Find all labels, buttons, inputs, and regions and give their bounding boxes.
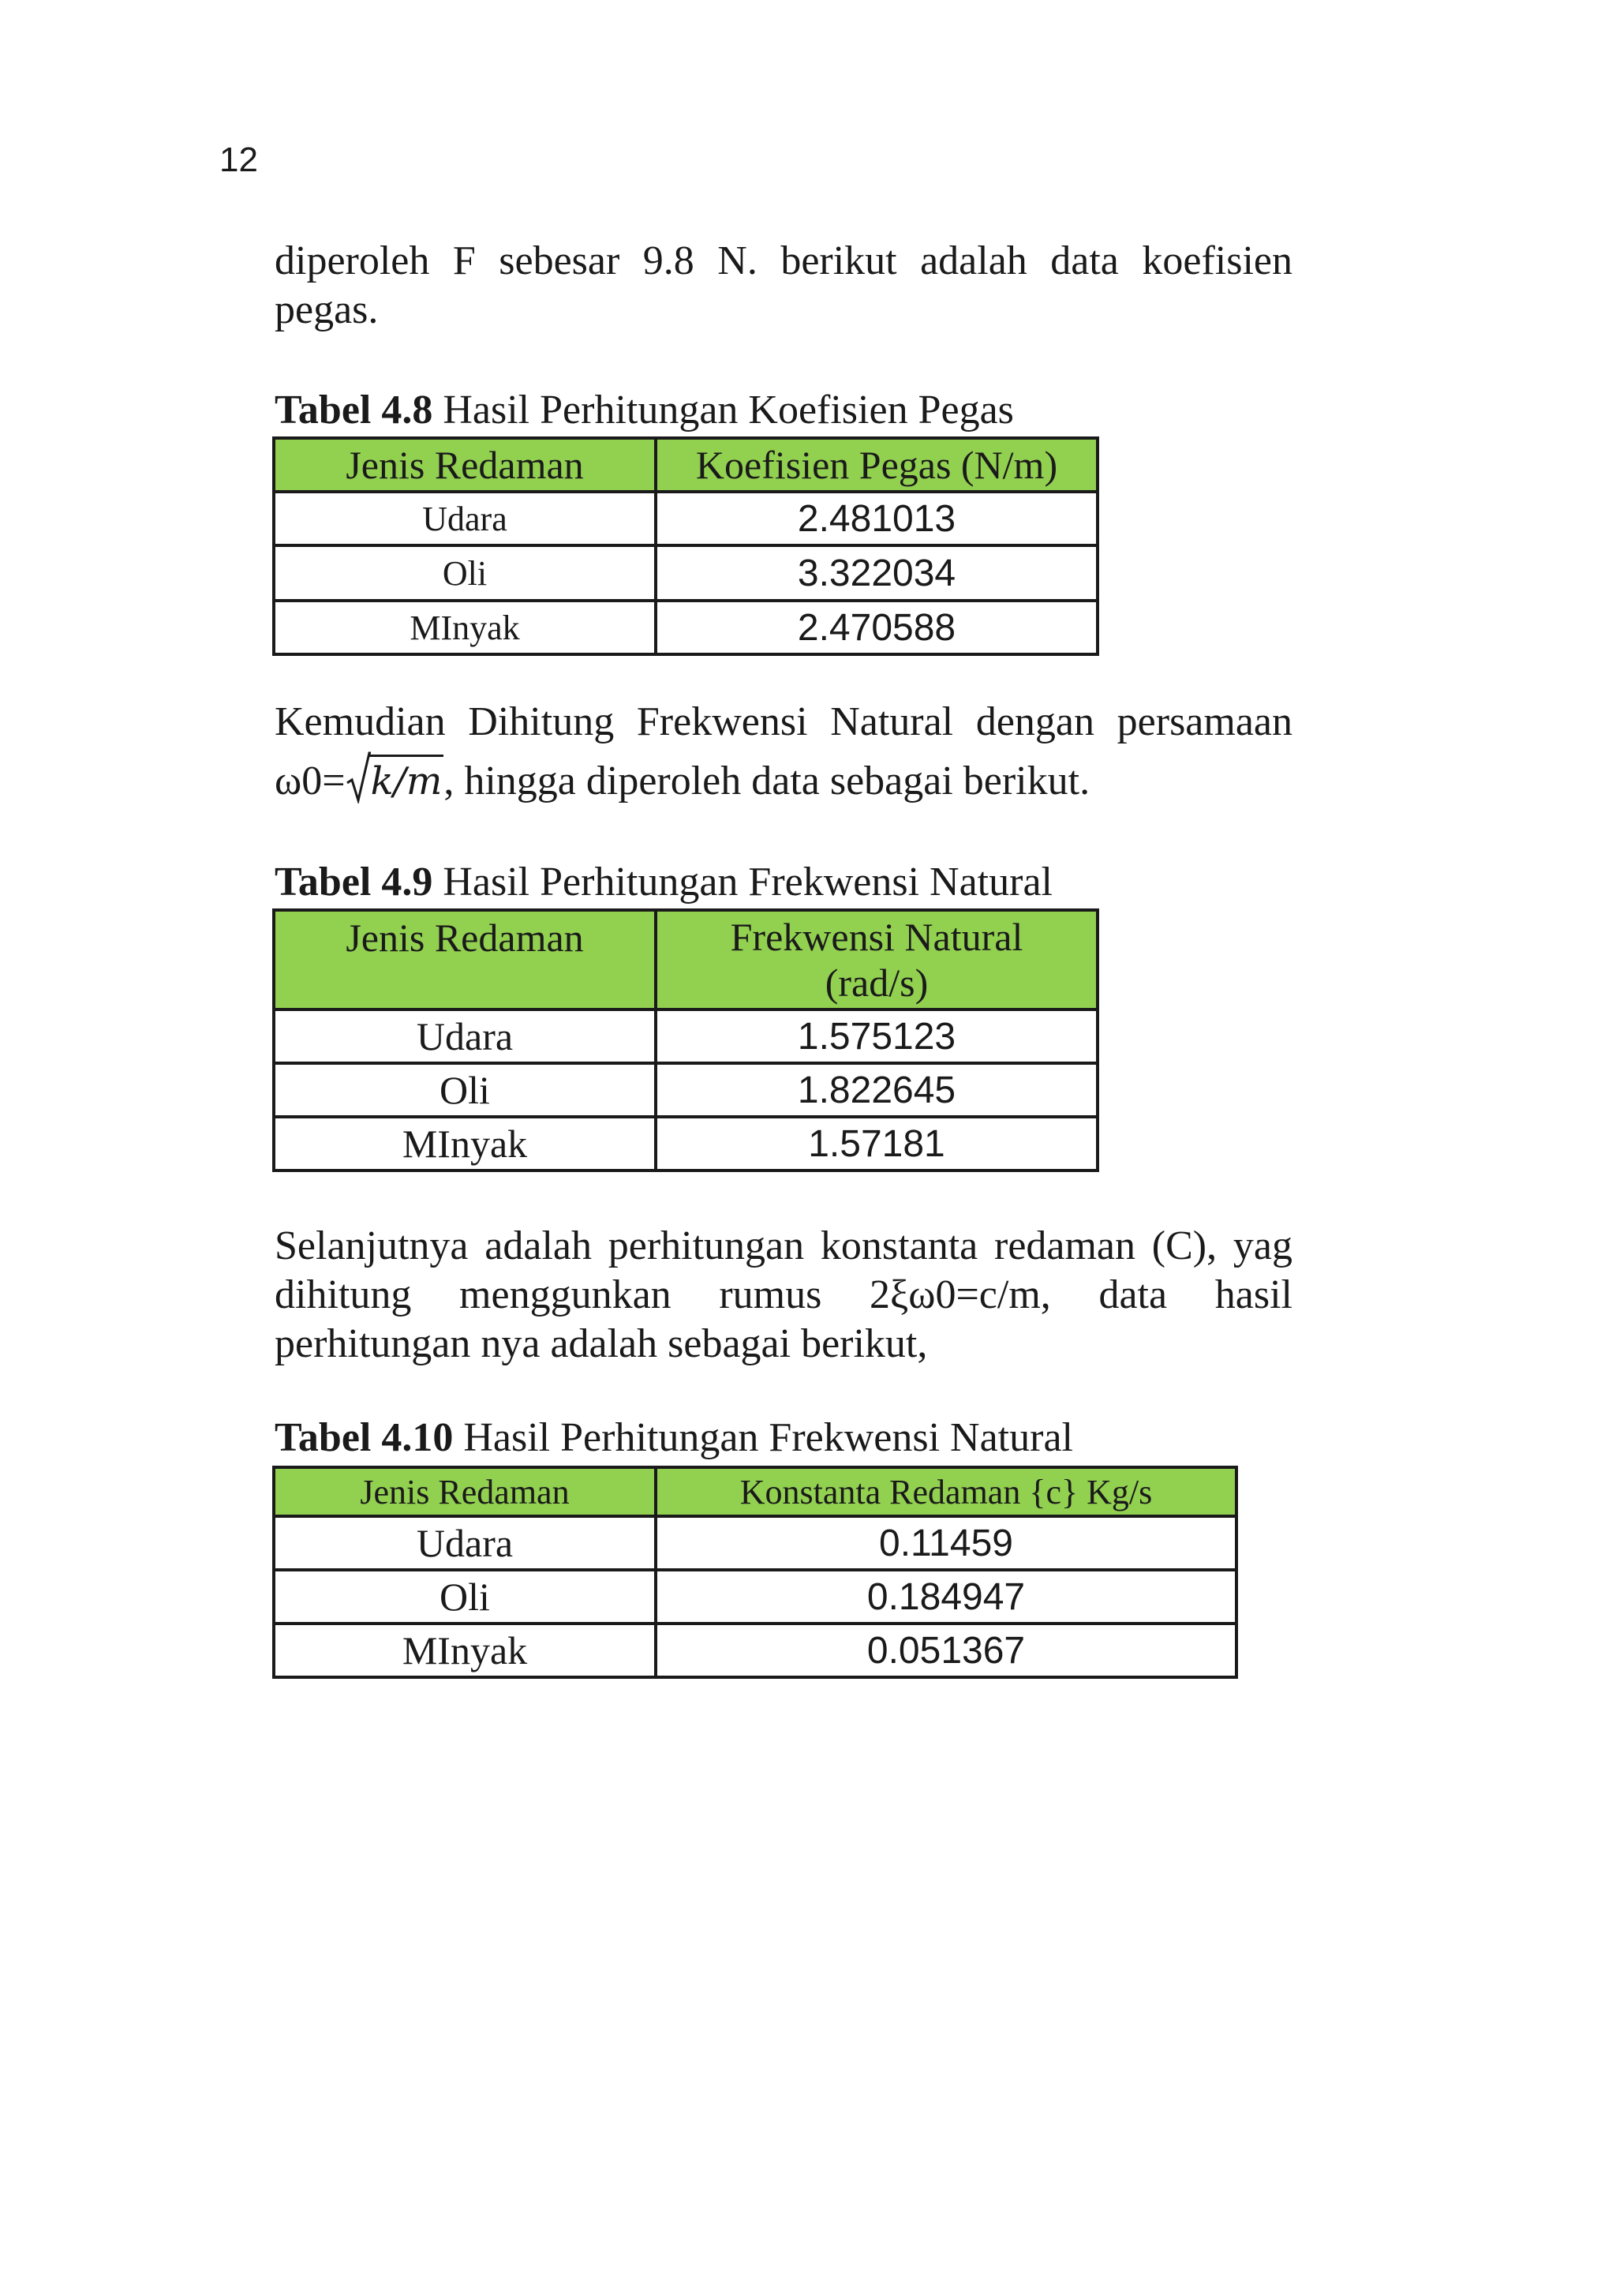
- header-frekwensi-natural: [656, 910, 1098, 1009]
- sqrt-expression: k/m: [369, 755, 444, 806]
- intro-line-1: diperoleh F sebesar 9.8 N. berikut adalah data koefisien: [275, 238, 1292, 283]
- page-number: 12: [219, 140, 258, 179]
- damping-paragraph: [275, 1222, 1292, 1369]
- row-value: 3.322034: [656, 545, 1098, 601]
- table-row: [274, 1624, 1236, 1677]
- table-header-row: [274, 438, 1098, 492]
- row-label: Udara: [274, 1516, 656, 1570]
- row-value: 1.57181: [656, 1117, 1098, 1170]
- table-row: [274, 492, 1098, 545]
- table-row: [274, 1516, 1236, 1570]
- para2-line-1: Kemudian Dihitung Frekwensi Natural dengan persamaan: [275, 699, 1292, 744]
- header-koefisien-pegas: Koefisien Pegas (N/m): [656, 438, 1098, 492]
- header-frekwensi-line-2: (rad/s): [825, 961, 929, 1005]
- table-4-8-caption-label: Tabel 4.8: [275, 388, 433, 433]
- header-jenis-redaman: Jenis Redaman: [274, 438, 656, 492]
- row-label: Udara: [274, 492, 656, 545]
- sqrt-formula: [346, 755, 444, 806]
- omega-prefix: ω0=: [275, 758, 346, 803]
- table-4-9-caption: [275, 859, 1053, 906]
- row-label: MInyak: [274, 1117, 656, 1170]
- table-row: [274, 1009, 1098, 1063]
- row-label: Oli: [274, 1570, 656, 1624]
- table-4-9-caption-label: Tabel 4.9: [275, 860, 433, 905]
- table-header-row: [274, 1467, 1236, 1516]
- para2-line-2: [275, 755, 1292, 806]
- table-4-8-caption: [275, 387, 1014, 434]
- para3-line-1: Selanjutnya adalah perhitungan konstanta redaman (C), yag: [275, 1223, 1292, 1268]
- table-4-9-caption-text: Hasil Perhitungan Frekwensi Natural: [443, 860, 1053, 905]
- table-4-8: [272, 436, 1099, 656]
- row-label: MInyak: [274, 1624, 656, 1677]
- table-4-10: [272, 1466, 1238, 1679]
- para2-suffix: , hingga diperoleh data sebagai berikut.: [443, 758, 1090, 803]
- header-jenis-redaman: Jenis Redaman: [274, 1467, 656, 1516]
- row-label: MInyak: [274, 601, 656, 654]
- row-label: Udara: [274, 1009, 656, 1063]
- table-header-row: [274, 910, 1098, 1009]
- table-row: [274, 545, 1098, 601]
- header-frekwensi-line-1: Frekwensi Natural: [730, 915, 1023, 959]
- intro-paragraph: [275, 237, 1292, 335]
- table-row: [274, 1063, 1098, 1117]
- table-row: [274, 1570, 1236, 1624]
- para3-line-2: dihitung menggunkan rumus 2ξω0=c/m, data hasil: [275, 1272, 1292, 1317]
- row-label: Oli: [274, 545, 656, 601]
- table-row: [274, 1117, 1098, 1170]
- table-4-9: [272, 908, 1099, 1172]
- natural-frequency-paragraph: [275, 698, 1292, 806]
- sqrt-icon: [346, 751, 371, 803]
- row-value: 1.822645: [656, 1063, 1098, 1117]
- row-value: 1.575123: [656, 1009, 1098, 1063]
- row-value: 0.051367: [656, 1624, 1236, 1677]
- table-row: [274, 601, 1098, 654]
- row-value: 0.184947: [656, 1570, 1236, 1624]
- para3-line-3: perhitungan nya adalah sebagai berikut,: [275, 1321, 928, 1366]
- row-value: 2.481013: [656, 492, 1098, 545]
- row-value: 0.11459: [656, 1516, 1236, 1570]
- header-konstanta-redaman: Konstanta Redaman {c} Kg/s: [656, 1467, 1236, 1516]
- header-jenis-redaman: Jenis Redaman: [274, 910, 656, 1009]
- table-4-8-caption-text: Hasil Perhitungan Koefisien Pegas: [443, 388, 1014, 433]
- row-value: 2.470588: [656, 601, 1098, 654]
- row-label: Oli: [274, 1063, 656, 1117]
- table-4-10-caption-label: Tabel 4.10: [275, 1415, 454, 1460]
- intro-line-2: pegas.: [275, 287, 379, 332]
- table-4-10-caption-text: Hasil Perhitungan Frekwensi Natural: [463, 1415, 1073, 1460]
- table-4-10-caption: [275, 1414, 1073, 1462]
